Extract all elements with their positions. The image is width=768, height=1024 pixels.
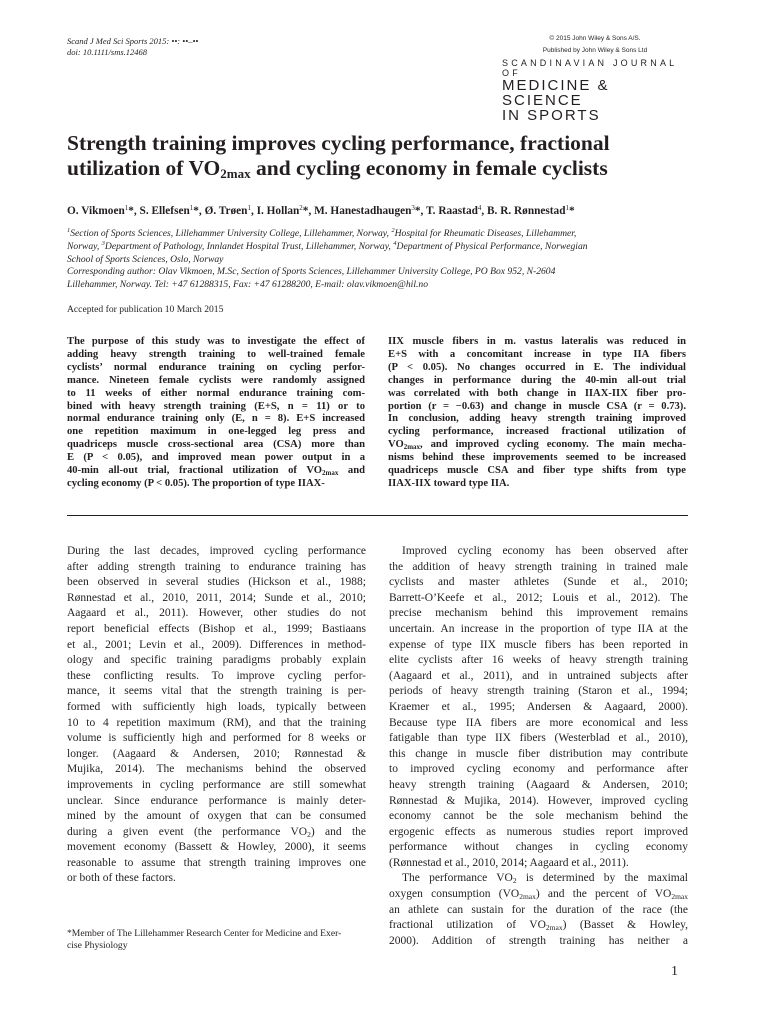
body-line: expense of type IIX muscle fibers has been reported in: [389, 638, 688, 651]
abstract-line: quadriceps muscle CSA and fiber type shifts from type: [388, 465, 686, 477]
abstract-line: [388, 439, 686, 452]
journal-logo-line1: SCANDINAVIAN JOURNAL OF: [502, 58, 678, 78]
body-line: Barrett-O’Keefe et al., 2012; Louis et al., 2012). The: [389, 591, 688, 604]
abstract-line: was correlated with both change in IIAX-IIX fiber pro-: [388, 387, 686, 399]
abstract-line: mance. Nineteen female cyclists were randomly assigned: [67, 374, 365, 386]
body-line: (Aagaard et al., 2011), and in untrained subjects after: [389, 669, 688, 682]
body-line: et al., 2001; Levin et al., 2009). Differences in method-: [67, 638, 366, 651]
title-text: utilization of VO: [67, 156, 221, 180]
affiliation-text: Department of Physical Performance, Norwegian: [396, 240, 588, 252]
footnote-line: cise Physiology: [67, 940, 128, 952]
body-line: unclear. Since endurance performance is mainly deter-: [67, 794, 366, 807]
body-line: 10 to 4 repetition maximum (RM), and that the training: [67, 716, 366, 729]
author: *, T. Raastad: [414, 205, 478, 217]
affiliations: [67, 228, 697, 292]
body-line: Rønnestad et al., 2010, 2011, 2014; Sunde et al., 2010;: [67, 591, 366, 604]
title-line-2: [67, 156, 707, 181]
affiliation-marker: 1: [124, 204, 129, 212]
body-line: Improved cycling economy has been observed after: [402, 545, 688, 557]
abstract-text: 40-min all-out trial, fractional utilization of VO: [67, 465, 323, 477]
body-line: heavy strength training (Aagaard & Andersen, 2010;: [389, 778, 688, 791]
body-line: Rønnestad & Mujika, 2014). However, improved cycling: [389, 794, 688, 807]
abstract-line: In conclusion, adding heavy strength training improved: [388, 413, 686, 425]
abstract-line: bined with heavy strength training (E+S, n = 11) or to: [67, 400, 365, 412]
abstract-line: portion (r = −0.63) and change in muscle CSA (r = 0.73).: [388, 400, 686, 412]
footnote: [67, 928, 366, 952]
author: *: [569, 205, 575, 217]
publisher-line: Published by John Wiley & Sons Ltd: [542, 47, 648, 54]
body-line: economy cannot be the sole mechanism behind the: [389, 810, 688, 823]
subscript: 2max: [545, 923, 563, 933]
abstract-column-right: [388, 336, 686, 491]
corresponding-author-contact[interactable]: Lillehammer, Norway. Tel: +47 61288315, Fax: +47 61288200, E-mail: olav.vikmoen@hil.no: [67, 279, 428, 291]
affiliation-marker: 1: [565, 204, 569, 212]
abstract-text: and: [338, 465, 365, 477]
abstract-line: normal endurance training only (E, n = 8). E+S increased: [67, 413, 365, 425]
abstract-line: (P < 0.05). No changes occurred in E. The individual: [388, 361, 686, 373]
affiliation-line: [67, 241, 697, 254]
body-line: periods of heavy strength training (Staron et al., 1994;: [389, 685, 688, 698]
doi[interactable]: doi: 10.1111/sms.12468: [67, 47, 148, 57]
affiliation-text: Department of Pathology, Innlandet Hospital Trust, Lillehammer, Norway,: [104, 240, 394, 252]
affiliation-marker: 1: [247, 204, 251, 212]
abstract-line: cycling economy (P < 0.05). The proportion of type IIAX-: [67, 477, 325, 489]
affiliation-line: [67, 228, 697, 241]
author: O. Vikmoen: [67, 205, 125, 217]
body-line: (Rønnestad et al., 2010, 2014; Aagaard et al., 2011).: [389, 856, 629, 869]
abstract-column-left: [67, 336, 365, 491]
body-line: after adding strength training to endurance training has: [67, 560, 366, 573]
body-line: precise mechanism behind this improvement remains: [389, 607, 688, 620]
author-list: [67, 205, 707, 217]
affiliation-text: Norway,: [67, 240, 102, 252]
body-line: improvements in cycling performance are still somewhat: [67, 778, 366, 791]
affiliation-marker: 3: [101, 239, 105, 247]
copyright-block: [500, 33, 690, 57]
body-line: these conflicting results. To improve cycling perfor-: [67, 669, 366, 682]
title-line-1: Strength training improves cycling performance, fractional: [67, 131, 610, 155]
affiliation-line: School of Sports Sciences, Oslo, Norway: [67, 253, 224, 265]
affiliation-marker: 4: [393, 239, 397, 247]
body-line: this change in muscle fiber distribution may contribute: [389, 747, 688, 760]
subscript: 2max: [671, 892, 688, 902]
subscript: 2max: [403, 443, 421, 452]
body-line: mance, it seems vital that the strength training is per-: [67, 685, 366, 698]
body-line: movement economy (Bassett & Howley, 2000), it seems: [67, 841, 366, 854]
abstract-line: IIAX-IIX toward type IIA.: [388, 477, 510, 489]
body-line: report beneficial effects (Bishop et al., 1999; Bastiaans: [67, 622, 366, 635]
abstract-line: [67, 465, 365, 478]
body-line: mined by the amount of oxygen that can be consumed: [67, 810, 366, 823]
affiliation-marker: 3: [411, 204, 415, 212]
abstract-text: VO: [388, 439, 404, 451]
body-line: Because type IIA fibers are more economical and less: [389, 716, 688, 729]
body-line: [389, 887, 688, 903]
abstract-line: one repetition maximum in one-legged leg press and: [67, 426, 365, 438]
body-line: the addition of heavy strength training in trained male: [389, 560, 688, 573]
article-title: [67, 131, 707, 181]
body-line: Aagaard et al., 2011). However, other studies do not: [67, 607, 366, 620]
abstract-line: E (P < 0.05), and improved mean power output in a: [67, 452, 365, 464]
body-line: an athlete can sustain for the duration of the race (the: [389, 903, 688, 916]
abstract-line: nisms behind these improvements seemed to be increased: [388, 452, 686, 464]
title-subscript: 2max: [220, 166, 251, 181]
journal-logo-line2: MEDICINE & SCIENCE: [502, 77, 610, 109]
body-line: elite cyclists after 16 weeks of heavy strength training: [389, 654, 688, 667]
body-line: longer. (Aagaard & Andersen, 2010; Rønnestad &: [67, 747, 366, 760]
body-line: 2000). Addition of strength training has neither a: [389, 934, 688, 947]
abstract-line: cyclists’ normal endurance training on cycling perfor-: [67, 361, 365, 373]
body-line: [389, 871, 688, 887]
affiliation-marker: 2: [299, 204, 303, 212]
journal-logo-line3: IN SPORTS: [502, 107, 601, 124]
title-text: and cycling economy in female cyclists: [250, 156, 608, 180]
body-line: to improved cycling economy and performance after: [389, 763, 688, 776]
abstract-line: to 11 weeks of either normal endurance training com-: [67, 387, 365, 399]
subscript: 2max: [322, 469, 339, 478]
abstract-text: , and improved cycling economy. The main mecha-: [420, 439, 686, 451]
body-text: The performance VO: [402, 872, 513, 885]
body-line: formed with sufficiently high loads, typically between: [67, 700, 366, 713]
body-line: volume is sufficiently high and performed for 8 weeks or: [67, 732, 366, 745]
body-line: [389, 918, 688, 934]
body-line: cyclists and master athletes (Sunde et al., 2010;: [389, 576, 688, 589]
body-line: fatigable than type IIX fibers (Westerblad et al., 2010),: [389, 732, 688, 745]
body-line: reasonable to assume that strength training improves one: [67, 856, 366, 869]
running-header: [67, 36, 198, 58]
corresponding-author: Corresponding author: Olav Vikmoen, M.Sc, Section of Sports Sciences, Lillehammer University College, PO Box 952, N-2604: [67, 266, 556, 278]
body-column-left: [67, 544, 366, 887]
body-line: or both of these factors.: [67, 872, 176, 885]
body-text: during a given event (the performance VO: [67, 825, 308, 838]
subscript: 2: [307, 829, 311, 839]
author: *, S. Ellefsen: [128, 205, 190, 217]
abstract-line: The purpose of this study was to investigate the effect of: [67, 336, 365, 347]
affiliation-marker: 1: [189, 204, 194, 212]
affiliation-text: Section of Sports Sciences, Lillehammer University College, Lillehammer, Norway,: [70, 228, 392, 239]
body-text: ) (Basset & Howley,: [562, 919, 688, 932]
subscript: 2max: [519, 892, 536, 902]
body-line: been observed in several studies (Hickson et al., 1988;: [67, 576, 366, 589]
abstract-line: adding heavy strength training to well-trained female: [67, 348, 365, 360]
section-divider: [67, 515, 688, 516]
subscript: 2: [512, 876, 517, 886]
affiliation-text: Hospital for Rheumatic Diseases, Lillehammer,: [394, 228, 577, 239]
abstract-line: cycling performance, increased fractional utilization of: [388, 426, 686, 438]
abstract-line: IIX muscle fibers in m. vastus lateralis was reduced in: [388, 336, 686, 347]
accepted-date: Accepted for publication 10 March 2015: [67, 304, 224, 315]
body-text: ) and the: [310, 825, 366, 838]
abstract-line: E+S with a concomitant increase in type IIA fibers: [388, 348, 686, 360]
body-line: ergogenic effects as numerous studies report improved: [389, 825, 688, 838]
copyright-line: © 2015 John Wiley & Sons A/S.: [549, 35, 641, 42]
journal-logo: [502, 58, 692, 123]
body-line: Kraemer et al., 1995; Andersen & Aagaard, 2000).: [389, 700, 688, 713]
body-line: Mujika, 2014). The mechanisms behind the observed: [67, 763, 366, 776]
body-line: [67, 825, 366, 841]
body-text: oxygen consumption (VO: [389, 888, 520, 901]
abstract-line: quadriceps muscle cross-sectional area (CSA) more than: [67, 439, 365, 451]
author: , B. R. Rønnestad: [481, 205, 566, 217]
footnote-line: *Member of The Lillehammer Research Center for Medicine and Exer-: [67, 928, 342, 939]
body-line: uncertain. An increase in the proportion of type IIA at the: [389, 622, 688, 635]
author: *, Ø. Trøen: [193, 205, 248, 217]
body-line: During the last decades, improved cycling performance: [67, 545, 366, 557]
journal-citation: Scand J Med Sci Sports 2015: ••: ••–••: [67, 36, 199, 46]
body-line: performance without changes in cycling economy: [389, 841, 688, 854]
affiliation-marker: 1: [67, 227, 71, 234]
body-line: ology and specific training paradigms probably explain: [67, 654, 366, 667]
body-text: is determined by the maximal: [516, 872, 688, 885]
page-number: 1: [671, 964, 678, 979]
body-column-right: [389, 544, 688, 949]
author: *, M. Hanestadhaugen: [302, 205, 412, 217]
author: , I. Hollan: [250, 205, 300, 217]
body-text: ) and the percent of VO: [535, 888, 672, 901]
body-text: fractional utilization of VO: [389, 919, 546, 932]
affiliation-marker: 2: [391, 227, 395, 234]
abstract-line: changes in performance during the 40-min all-out trial: [388, 374, 686, 386]
affiliation-marker: 4: [477, 204, 482, 212]
